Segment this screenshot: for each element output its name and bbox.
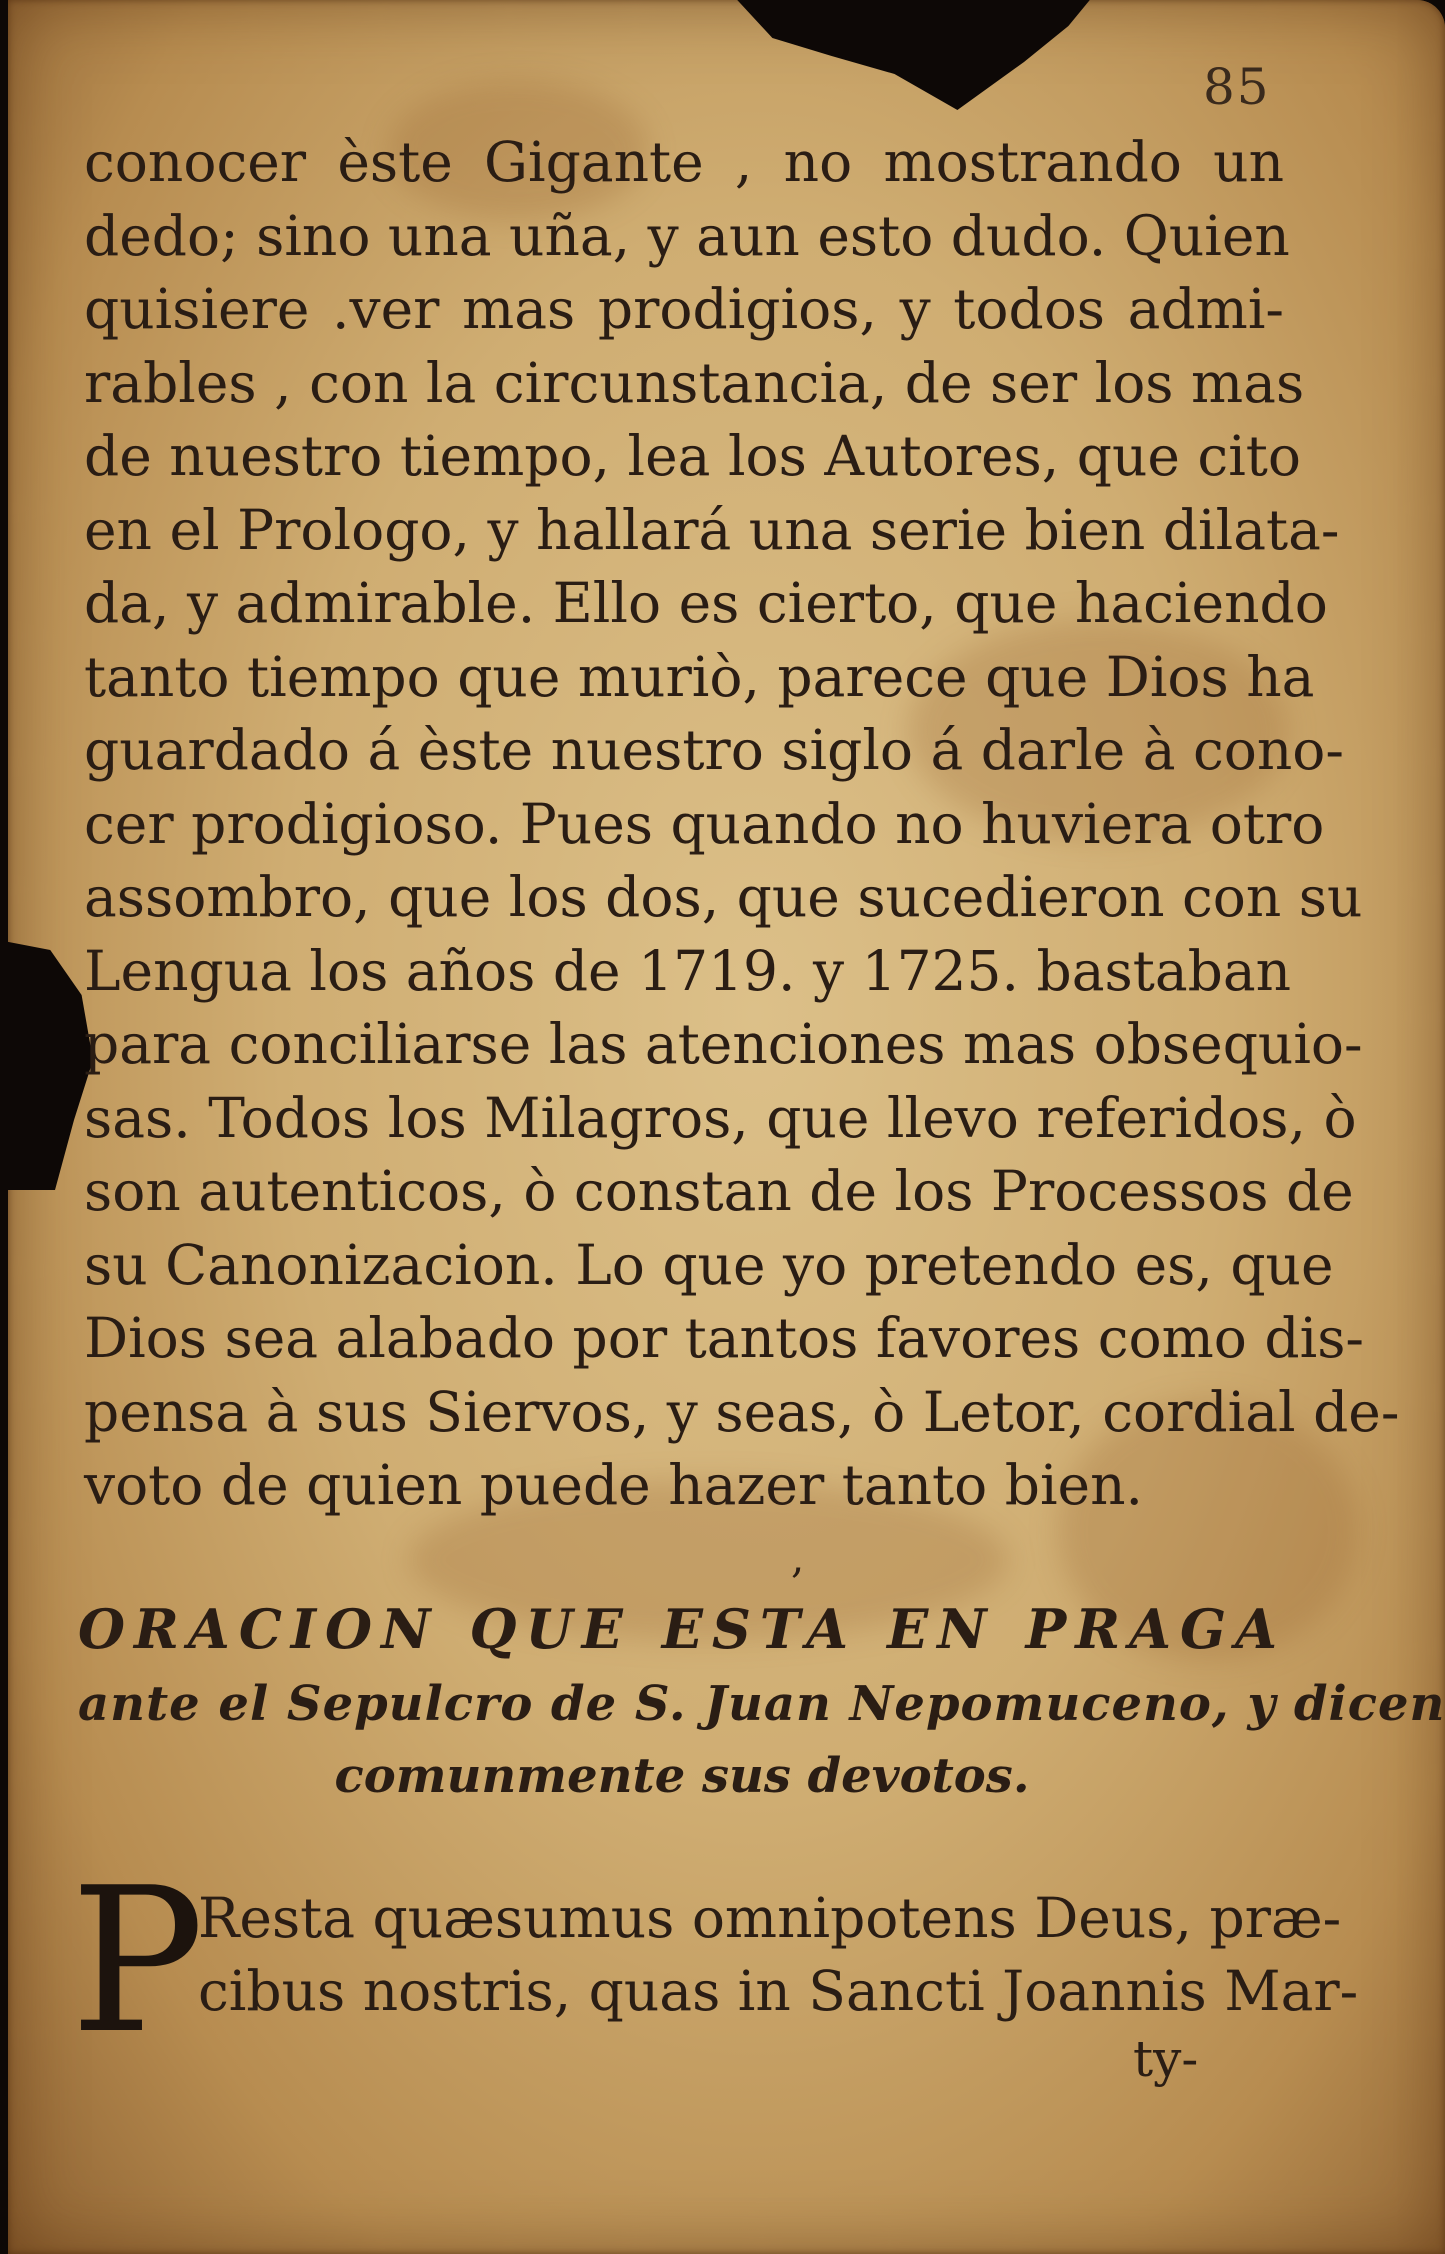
- body-text: [84, 126, 1400, 1523]
- text-line: pensa à sus Siervos, y seas, ò Letor, cordial de-: [84, 1379, 1400, 1444]
- book-page: [8, 0, 1445, 2254]
- text-line: para conciliarse las atenciones mas obsequio-: [84, 1012, 1363, 1076]
- prayer-text: [198, 1882, 1359, 2028]
- text-line: guardado á èste nuestro siglo á darle à cono-: [84, 718, 1345, 782]
- text-line: conocer èste Gigante , no mostrando un: [84, 130, 1284, 194]
- page-damage-top: [728, 0, 1098, 110]
- text-line: da, y admirable. Ello es cierto, que haciendo: [84, 571, 1328, 635]
- separator-mark: ,: [791, 1533, 805, 1582]
- page-number: 85: [1203, 58, 1271, 116]
- text-line: Dios sea alabado por tantos favores como dis-: [84, 1306, 1365, 1370]
- text-line: voto de quien puede hazer tanto bien.: [84, 1453, 1143, 1517]
- text-line: assombro, que los dos, que sucedieron con su: [84, 865, 1363, 929]
- heading-title: ORACION QUE ESTA EN PRAGA: [78, 1597, 1286, 1661]
- heading-subtitle-end: comunmente sus devotos.: [334, 1748, 1030, 1804]
- text-line: Lengua los años de 1719. y 1725. bastaban: [84, 938, 1292, 1003]
- text-line: quisiere .ver mas prodigios, y todos admi-: [84, 277, 1284, 341]
- section-heading: [78, 1590, 1445, 1812]
- text-line: Resta quæsumus omnipotens Deus, præ-: [198, 1886, 1342, 1950]
- drop-cap: P: [70, 1845, 205, 2078]
- text-line: cer prodigioso. Pues quando no huviera otro: [84, 791, 1325, 856]
- text-line: rables , con la circunstancia, de ser los mas: [84, 350, 1305, 415]
- text-line: en el Prologo, y hallará una serie bien dilata-: [84, 497, 1340, 562]
- catchword: ty-: [1133, 2030, 1199, 2088]
- text-line: son autenticos, ò constan de los Processos de: [84, 1159, 1354, 1223]
- text-line: sas. Todos los Milagros, que llevo referidos, ò: [84, 1085, 1357, 1150]
- page-damage-left: [8, 940, 93, 1190]
- text-line: dedo; sino una uña, y aun esto dudo. Quien: [84, 203, 1290, 268]
- text-line: de nuestro tiempo, lea los Autores, que cito: [84, 424, 1302, 488]
- text-line: su Canonizacion. Lo que yo pretendo es, que: [84, 1232, 1334, 1297]
- text-line: tanto tiempo que muriò, parece que Dios ha: [84, 644, 1315, 709]
- text-line: cibus nostris, quas in Sancti Joannis Mar-: [198, 1959, 1359, 2023]
- heading-subtitle: ante el Sepulcro de S. Juan Nepomuceno, y dicen: [78, 1676, 1445, 1732]
